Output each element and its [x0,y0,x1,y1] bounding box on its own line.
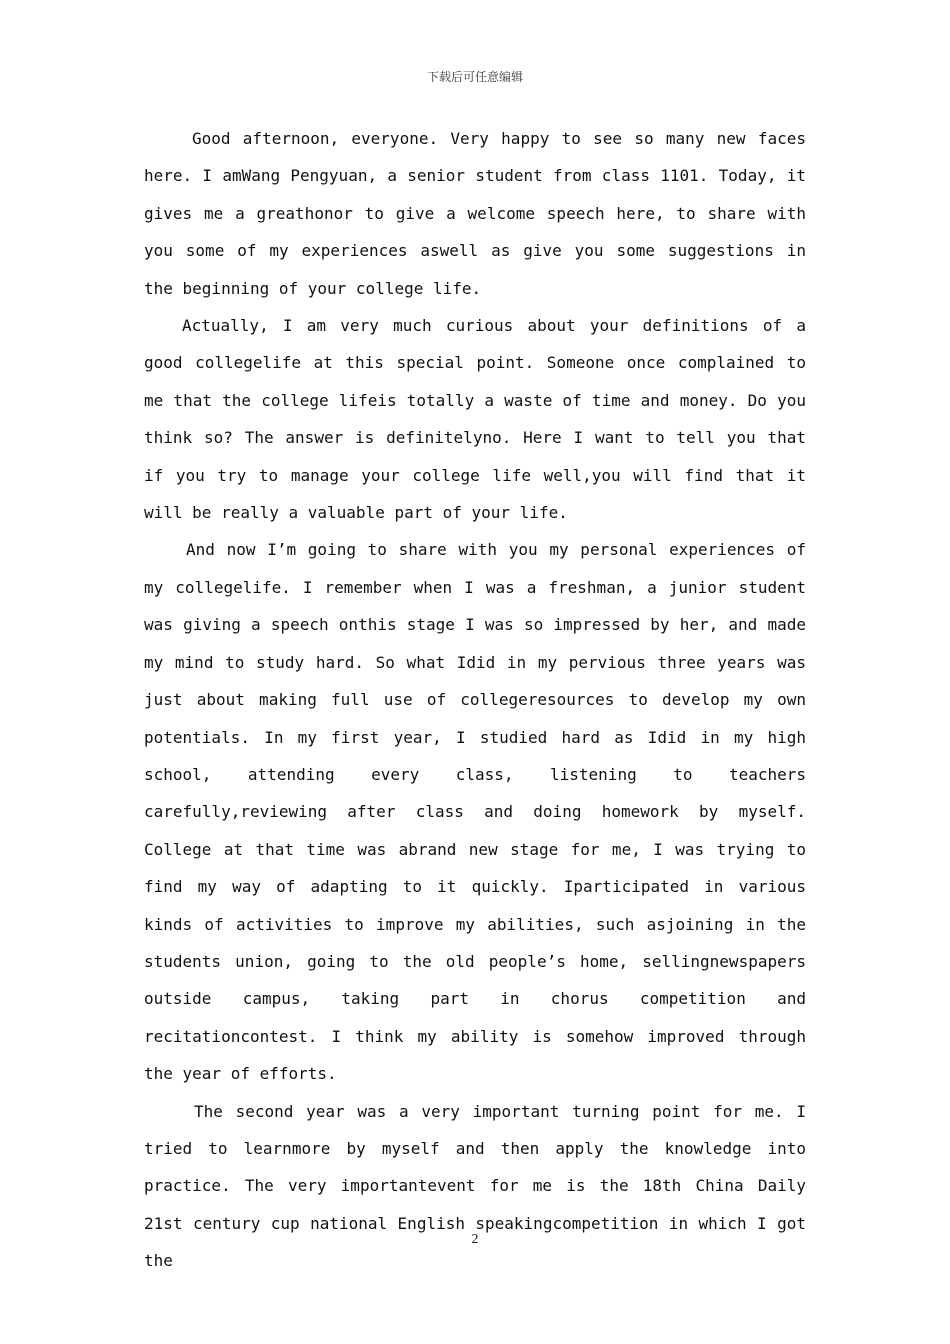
page-header-note: 下载后可任意编辑 [426,70,523,84]
paragraph-second-year: The second year was a very important turning point for me. I tried to learnmore by myself and then apply the knowledge into practice. The very importantevent for me is the 18th China Daily 21st century cup national English speakingcompetition in which I got the [144,1101,806,1271]
document-body [144,120,806,1280]
paragraph-college-life-definition: Actually, I am very much curious about your definitions of a good collegelife at this special point. Someone once complained to me that the college lifeis totally a waste of time and money. Do you think so? The answer is definitelyno. Here I want to tell you that if you try to manage your college life well,you will find that it will be really a valuable part of your life. [144,316,806,523]
page-number: 2 [471,1232,479,1247]
paragraph-personal-experiences: And now I’m going to share with you my personal experiences of my collegelife. I remember when I was a freshman, a junior student was giving a speech onthis stage I was so impressed by her, and made my mind to study hard. So what Idid in my pervious three years was just about making full use of collegeresources to develop my own potentials. In my first year, I studied hard as Idid in my high school, attending every class, listening to teachers carefully,reviewing after class and doing homework by myself. College at that time was abrand new stage for me, I was trying to find my way of adapting to it quickly. Iparticipated in various kinds of activities to improve my abilities, such asjoining in the students union, going to the old people’s home, sellingnewspapers outside campus, taking part in chorus competition and recitationcontest. I think my ability is somehow improved through the year of efforts. [144,540,806,1084]
paragraph-greeting: Good afternoon, everyone. Very happy to see so many new faces here. I amWang Pengyuan, a senior student from class 1101. Today, it gives me a greathonor to give a welcome speech here, to share with you some of my experiences aswell as give you some suggestions in the beginning of your college life. [144,129,806,298]
